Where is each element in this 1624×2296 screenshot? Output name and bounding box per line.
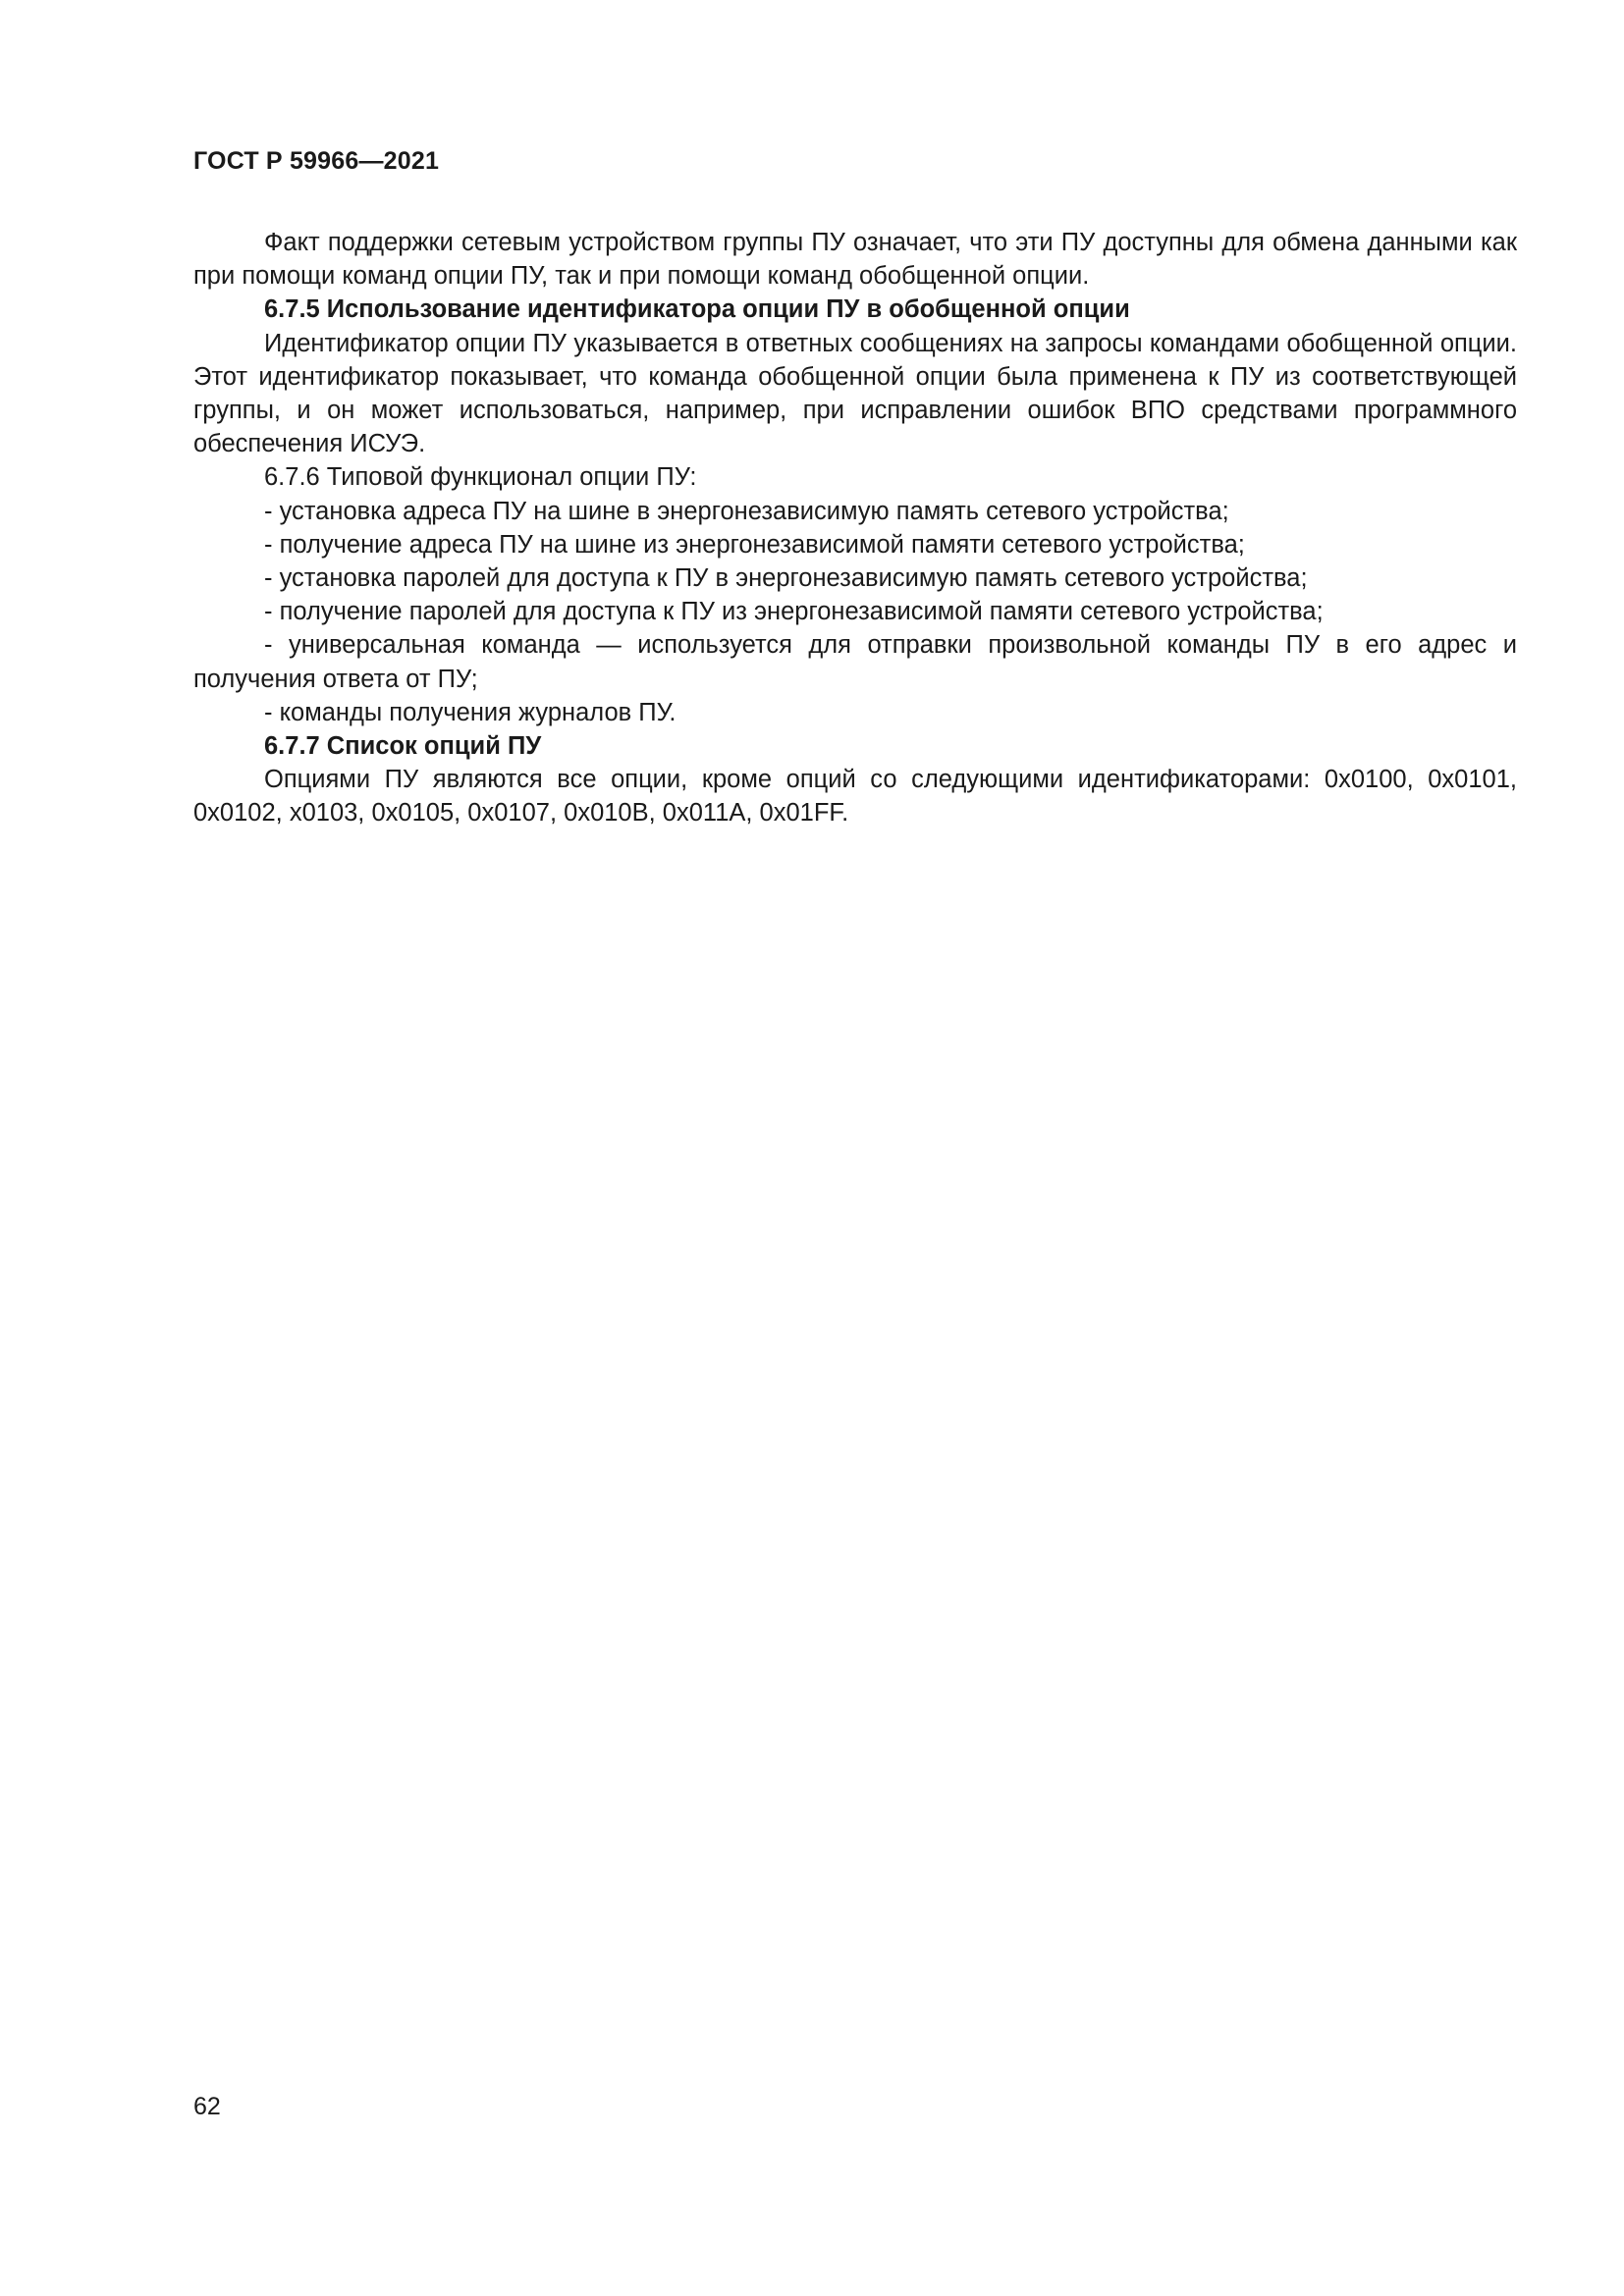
list-item: - установка адреса ПУ на шине в энергонезависимую память сетевого устройства; <box>264 497 1229 525</box>
paragraph-group-support: Факт поддержки сетевым устройством группы ПУ означает, что эти ПУ доступны для обмена данными как при помощи команд опции ПУ, так и при помощи команд обобщенной опции. <box>193 229 1517 291</box>
document-body <box>193 226 1517 830</box>
paragraph-options-list: Опциями ПУ являются все опции, кроме опций со следующими идентификаторами: 0x0100, 0x0101, 0x0102, x0103, 0x0105, 0x0107, 0x010B, 0x011A, 0x01FF. <box>193 766 1517 828</box>
section-heading-6-7-7: 6.7.7 Список опций ПУ <box>264 732 542 761</box>
paragraph-functionality-intro: 6.7.6 Типовой функционал опции ПУ: <box>264 463 697 492</box>
list-item: - получение паролей для доступа к ПУ из энергонезависимой памяти сетевого устройства; <box>264 598 1324 626</box>
section-heading-6-7-5: 6.7.5 Использование идентификатора опции ПУ в обобщенной опции <box>264 295 1130 324</box>
list-item: - команды получения журналов ПУ. <box>264 698 677 726</box>
list-item: - установка паролей для доступа к ПУ в энергонезависимую память сетевого устройства; <box>264 564 1308 593</box>
document-header: ГОСТ Р 59966—2021 <box>193 147 440 175</box>
list-item: - универсальная команда — используется для отправки произвольной команды ПУ в его адрес и получения ответа от ПУ; <box>193 631 1517 693</box>
list-item: - получение адреса ПУ на шине из энергонезависимой памяти сетевого устройства; <box>264 530 1245 559</box>
page-number: 62 <box>193 2093 221 2120</box>
paragraph-identifier-usage: Идентификатор опции ПУ указывается в ответных сообщениях на запросы командами обобщенной опции. Этот идентификатор показывает, что команда обобщенной опции была применена к ПУ из соответствующей группы, и он может использоваться, например, при исправлении ошибок ВПО средствами программного обеспечения ИСУЭ. <box>193 329 1517 458</box>
